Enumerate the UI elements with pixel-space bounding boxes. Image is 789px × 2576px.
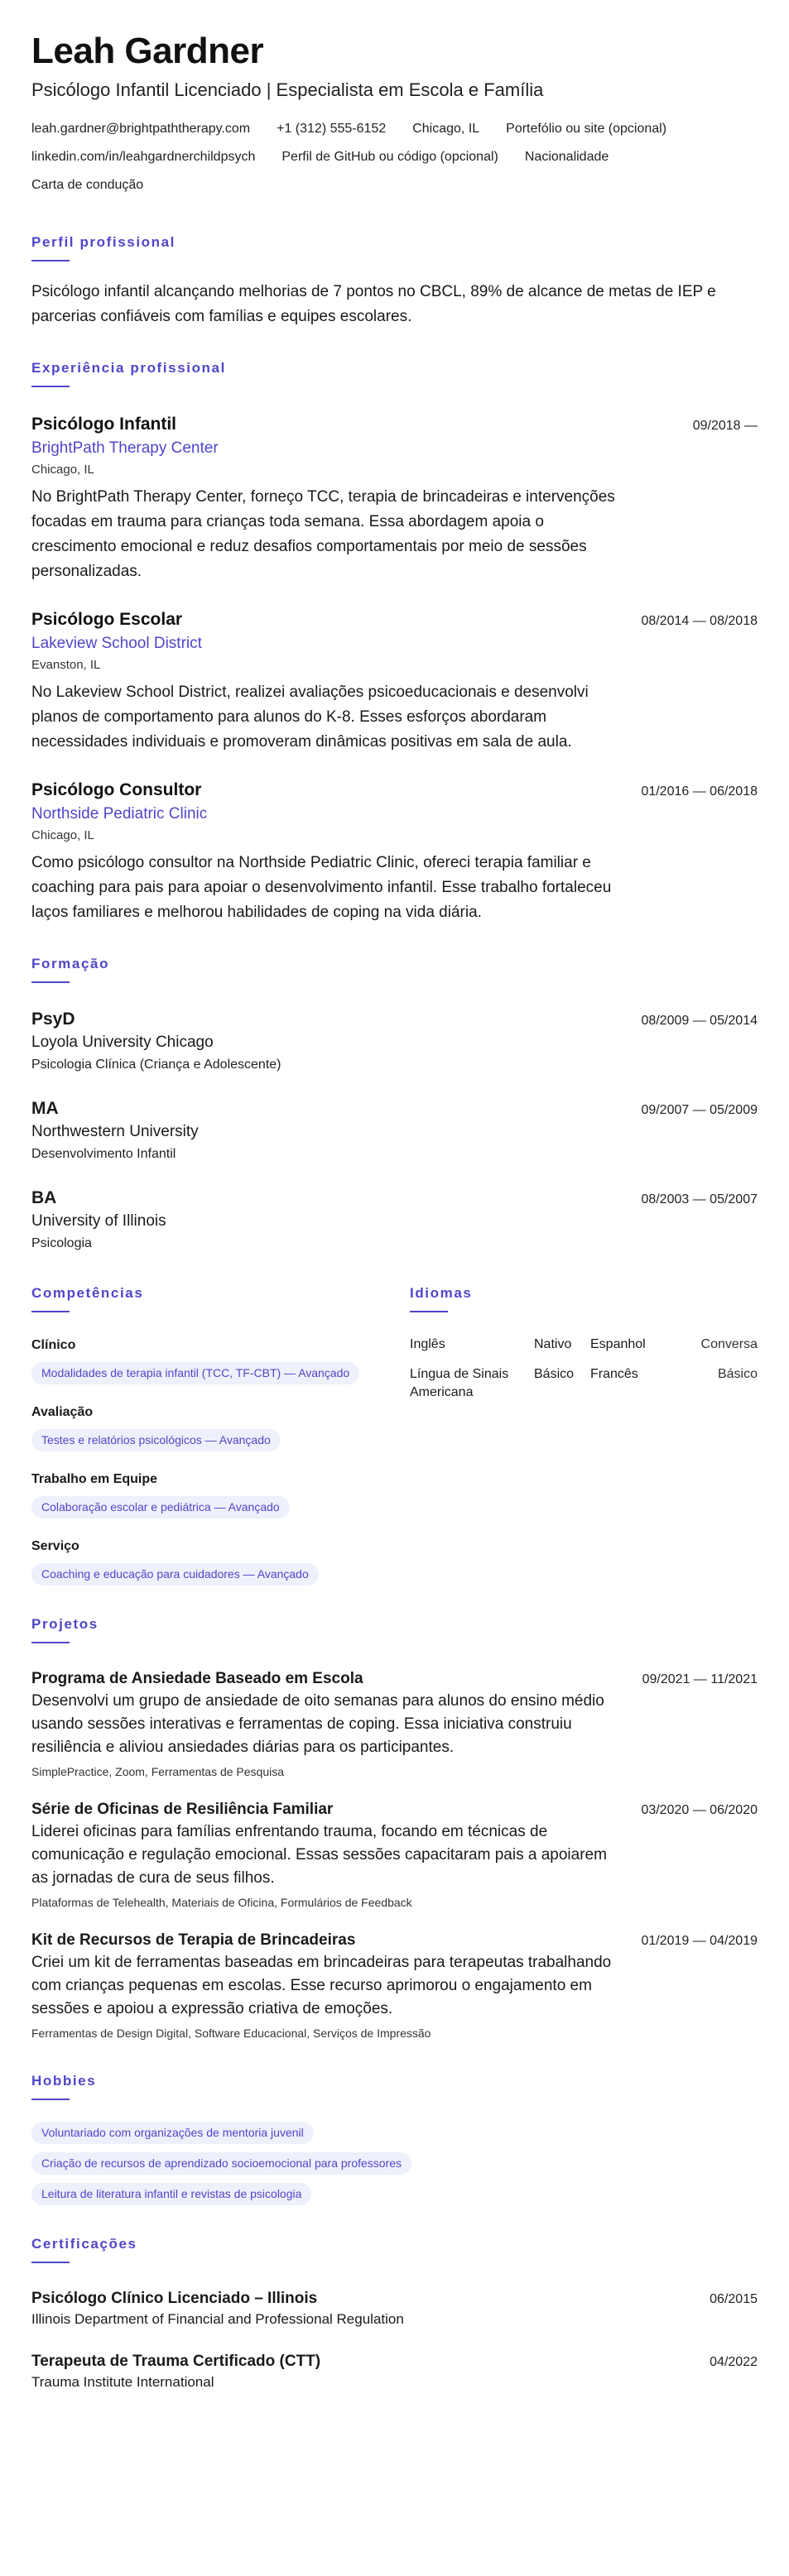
education-date: 08/2003 — 05/2007 xyxy=(641,1192,758,1206)
project-tools: SimplePractice, Zoom, Ferramentas de Pesquisa xyxy=(31,1765,285,1778)
skill-group xyxy=(31,1470,379,1518)
hobbies-list xyxy=(31,2122,758,2205)
job-date: 01/2016 — 06/2018 xyxy=(641,784,758,799)
degree: BA xyxy=(31,1188,57,1207)
project-description: Criei um kit de ferramentas baseadas em brincadeiras para terapeutas trabalhando com crianças pequenas em escolas. Esse recurso aprimorou o engajamento em sessões e apoiou a expressão criativa de emoções. xyxy=(31,1954,612,2017)
skills-languages-row xyxy=(31,1284,758,1585)
skill-chip: Testes e relatórios psicológicos — Avançado xyxy=(31,1429,281,1451)
education-entry xyxy=(31,1187,758,1254)
skill-group-name: Clínico xyxy=(31,1338,76,1352)
section-underline xyxy=(31,981,70,983)
education-title: Formação xyxy=(31,956,110,971)
job-title: Psicólogo Consultor xyxy=(31,780,202,799)
certifications-section xyxy=(31,2235,758,2392)
language-name: Espanhol xyxy=(590,1337,646,1351)
section-underline xyxy=(31,1311,70,1312)
certification-title: Terapeuta de Trauma Certificado (CTT) xyxy=(31,2353,321,2370)
hobbies-section xyxy=(31,2072,758,2205)
language-level: Básico xyxy=(534,1367,575,1381)
certification-title: Psicólogo Clínico Licenciado – Illinois xyxy=(31,2290,318,2307)
candidate-name: Leah Gardner xyxy=(31,31,264,71)
experience-entry xyxy=(31,412,758,584)
skill-group xyxy=(31,1336,379,1384)
candidate-headline: Psicólogo Infantil Licenciado | Especialista em Escola e Família xyxy=(31,79,544,100)
education-date: 09/2007 — 05/2009 xyxy=(641,1103,758,1117)
skill-group-name: Serviço xyxy=(31,1539,79,1553)
skills-title: Competências xyxy=(31,1285,144,1301)
job-title: Psicólogo Escolar xyxy=(31,610,183,629)
school-name: Northwestern University xyxy=(31,1123,199,1140)
project-tools: Plataformas de Telehealth, Materiais de Oficina, Formulários de Feedback xyxy=(31,1896,412,1909)
project-entry xyxy=(31,1799,758,1912)
contact-portfolio[interactable]: Portefólio ou site (opcional) xyxy=(506,122,667,136)
skills-section xyxy=(31,1284,379,1585)
section-underline xyxy=(31,386,70,387)
hobbies-title: Hobbies xyxy=(31,2073,97,2089)
language-name: Francês xyxy=(590,1367,638,1381)
language-level: Conversa xyxy=(700,1337,758,1351)
contact-info xyxy=(31,119,758,204)
section-underline xyxy=(31,1642,70,1643)
field-of-study: Desenvolvimento Infantil xyxy=(31,1147,176,1161)
certification-date: 06/2015 xyxy=(710,2292,758,2306)
certifications-title: Certificações xyxy=(31,2236,137,2252)
education-date: 08/2009 — 05/2014 xyxy=(641,1014,758,1028)
project-entry xyxy=(31,1930,758,2042)
skill-chip: Coaching e educação para cuidadores — Avançado xyxy=(31,1563,319,1585)
experience-entry xyxy=(31,607,758,755)
contact-nationality: Nacionalidade xyxy=(524,150,609,164)
education-entry xyxy=(31,1097,758,1165)
hobby-chip: Leitura de literatura infantil e revistas de psicologia xyxy=(31,2183,311,2205)
certification-issuer: Illinois Department of Financial and Professional Regulation xyxy=(31,2311,404,2327)
project-description: Liderei oficinas para famílias enfrentando trauma, focando em técnicas de comunicação e regulação emocional. Essas sessões capacitaram pais a apoiarem as jornadas de cura de seus filhos. xyxy=(31,1823,607,1887)
job-location: Evanston, IL xyxy=(31,658,101,672)
skill-group-name: Trabalho em Equipe xyxy=(31,1472,158,1486)
job-company: Lakeview School District xyxy=(31,635,202,652)
summary-text: Psicólogo infantil alcançando melhorias de 7 pontos no CBCL, 89% de alcance de metas de IEP e parcerias confiáveis com famílias e equipes escolares. xyxy=(31,283,716,325)
summary-title: Perfil profissional xyxy=(31,234,176,250)
contact-linkedin[interactable]: linkedin.com/in/leahgardnerchildpsych xyxy=(31,150,256,164)
language-level: Básico xyxy=(717,1367,758,1381)
project-date: 01/2019 — 04/2019 xyxy=(641,1934,758,1948)
job-location: Chicago, IL xyxy=(31,828,94,842)
language-name: Inglês xyxy=(410,1337,445,1351)
school-name: Loyola University Chicago xyxy=(31,1034,214,1051)
contact-github[interactable]: Perfil de GitHub ou código (opcional) xyxy=(281,150,498,164)
job-company: Northside Pediatric Clinic xyxy=(31,805,208,823)
certification-issuer: Trauma Institute International xyxy=(31,2374,214,2390)
job-description: No BrightPath Therapy Center, forneço TCC, terapia de brincadeiras e intervenções focadas em trauma para crianças toda semana. Essa abordagem apoia o crescimento emocional e reduz desafios comportamentais por meio de sessões personalizadas. xyxy=(31,488,615,580)
contact-email[interactable]: leah.gardner@brightpaththerapy.com xyxy=(31,122,251,136)
projects-title: Projetos xyxy=(31,1616,99,1632)
job-date: 09/2018 — xyxy=(692,419,758,433)
section-underline xyxy=(31,260,70,261)
language-level: Nativo xyxy=(534,1337,572,1351)
project-title: Kit de Recursos de Terapia de Brincadeiras xyxy=(31,1931,356,1949)
projects-section xyxy=(31,1615,758,2042)
section-underline xyxy=(31,2262,70,2263)
project-description: Desenvolvi um grupo de ansiedade de oito semanas para alunos do ensino médio usando sessões interativas e ferramentas de coping. Essa iniciativa construiu resiliência e aliviou ansiedades diárias para os participantes. xyxy=(31,1692,604,1756)
skill-group xyxy=(31,1403,379,1451)
project-entry xyxy=(31,1668,758,1781)
project-title: Programa de Ansiedade Baseado em Escola xyxy=(31,1670,363,1687)
languages-section xyxy=(410,1284,758,1585)
project-title: Série de Oficinas de Resiliência Familiar xyxy=(31,1801,334,1818)
job-description: No Lakeview School District, realizei avaliações psicoeducacionais e desenvolvi planos de comportamento para alunos do K-8. Esses esforços abordaram necessidades individuais e promoveram dinâmicas positivas em sala de aula. xyxy=(31,684,589,751)
hobby-chip: Criação de recursos de aprendizado socioemocional para professores xyxy=(31,2152,411,2175)
language-row xyxy=(410,1336,758,1365)
section-underline xyxy=(410,1311,448,1312)
education-section xyxy=(31,955,758,1254)
school-name: University of Illinois xyxy=(31,1212,166,1230)
certification-date: 04/2022 xyxy=(710,2355,758,2369)
job-title: Psicólogo Infantil xyxy=(31,415,177,434)
language-name: Língua de Sinais Americana xyxy=(410,1367,509,1399)
skill-chip: Colaboração escolar e pediátrica — Avançado xyxy=(31,1496,290,1518)
certification-entry xyxy=(31,2351,758,2392)
degree: PsyD xyxy=(31,1010,75,1029)
project-tools: Ferramentas de Design Digital, Software Educacional, Serviços de Impressão xyxy=(31,2027,431,2040)
summary-section xyxy=(31,233,758,329)
project-date: 09/2021 — 11/2021 xyxy=(642,1672,758,1686)
experience-section xyxy=(31,359,758,925)
experience-entry xyxy=(31,778,758,925)
education-entry xyxy=(31,1008,758,1076)
languages-table xyxy=(410,1336,758,1413)
experience-title: Experiência profissional xyxy=(31,360,226,376)
languages-title: Idiomas xyxy=(410,1285,473,1301)
project-date: 03/2020 — 06/2020 xyxy=(641,1803,758,1817)
language-row xyxy=(410,1365,758,1413)
field-of-study: Psicologia xyxy=(31,1236,92,1250)
job-location: Chicago, IL xyxy=(31,463,94,477)
resume-header xyxy=(31,30,758,204)
section-underline xyxy=(31,2099,70,2100)
certification-entry xyxy=(31,2288,758,2329)
contact-location: Chicago, IL xyxy=(412,122,480,136)
skill-chip: Modalidades de terapia infantil (TCC, TF-CBT) — Avançado xyxy=(31,1362,359,1384)
skill-group xyxy=(31,1537,379,1585)
job-description: Como psicólogo consultor na Northside Pediatric Clinic, ofereci terapia familiar e coaching para pais para apoiar o desenvolvimento infantil. Esse trabalho fortaleceu laços familiares e melhorou habilidades de coping na vida diária. xyxy=(31,854,612,921)
contact-license: Carta de condução xyxy=(31,178,144,192)
degree: MA xyxy=(31,1099,59,1118)
field-of-study: Psicologia Clínica (Criança e Adolescente) xyxy=(31,1058,281,1072)
contact-phone[interactable]: +1 (312) 555-6152 xyxy=(277,122,387,136)
hobby-chip: Voluntariado com organizações de mentoria juvenil xyxy=(31,2122,314,2144)
job-date: 08/2014 — 08/2018 xyxy=(641,614,758,628)
skill-group-name: Avaliação xyxy=(31,1405,94,1419)
job-company: BrightPath Therapy Center xyxy=(31,439,219,457)
